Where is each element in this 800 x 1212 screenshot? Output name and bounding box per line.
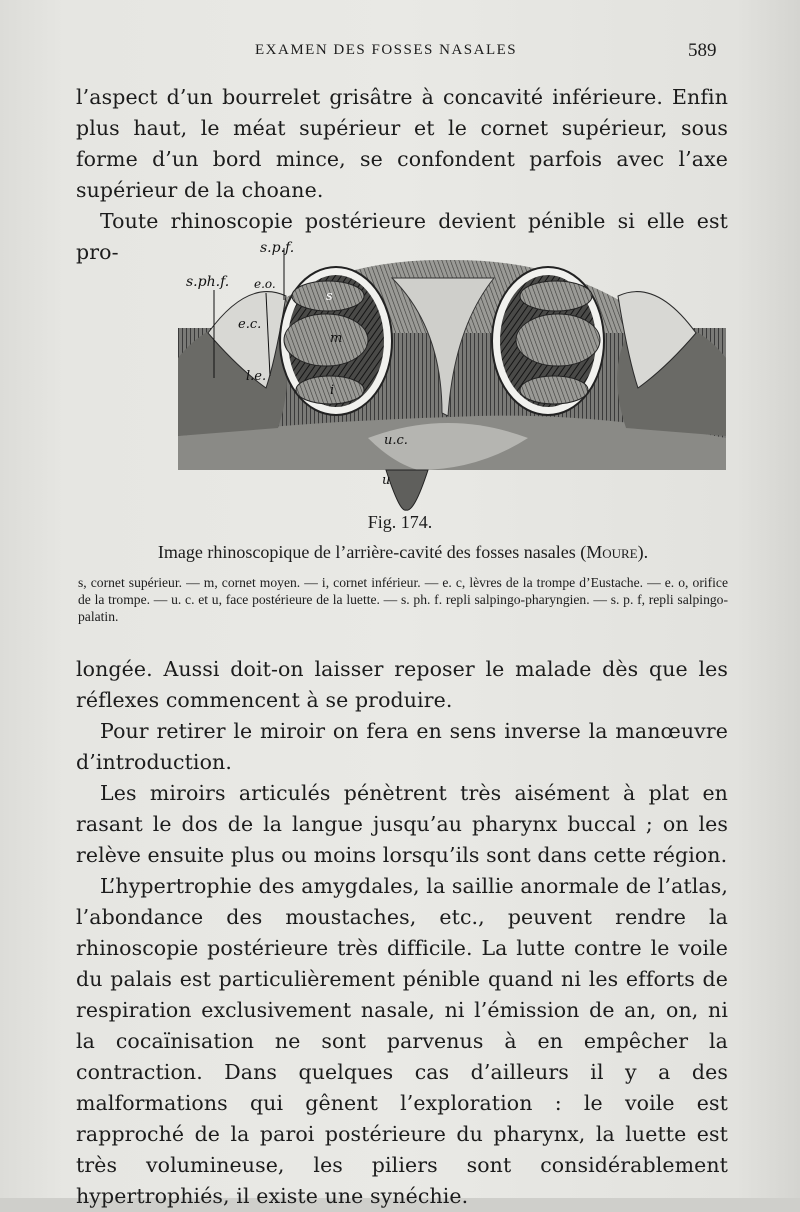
caption-text: Image rhinoscopique de l’arrière-cavité des fosses nasales (	[157, 542, 587, 562]
label-le: l.e.	[246, 369, 267, 384]
label-sphf: s.ph.f.	[186, 274, 230, 290]
caption-end: ).	[637, 542, 649, 562]
paragraph: Pour retirer le miroir on fera en sens inverse la manœuvre d’introduction.	[76, 719, 728, 774]
paragraph: L’hypertrophie des amygdales, la saillie anormale de l’atlas, l’abondance des moustaches, etc., peuvent rendre la rhinoscopie postérieure très difficile. La lutte contre le voile du palais est particulièrement pénible quand ni les efforts de respiration exclusivement nasale, ni l’émission de an, on, ni la cocaïnisation ne sont parvenus à en empêcher la contraction. Dans quelques cas d’ailleurs il y a des malformations qui gênent l’exploration : le voile est rapproché de la paroi postérieure du pharynx, la luette est très volumineuse, les piliers sont considérablement hypertrophiés, il existe une synéchie.	[76, 874, 728, 1208]
label-uc: u.c.	[384, 433, 408, 448]
page-number: 589	[688, 40, 717, 61]
rhinoscopy-illustration	[178, 238, 726, 513]
label-i: i	[330, 383, 335, 398]
figure-legend: s, cornet supérieur. — m, cornet moyen. — i, cornet inférieur. — e. c, lèvres de la trompe d’Eustache. — e. o, orifice de la trompe. — u. c. et u, face postérieure de la luette. — s. ph. f. repli salpingo-pharyngien. — s. p. f, repli salpingo-palatin.	[78, 575, 728, 624]
label-eo: e.o.	[254, 277, 276, 291]
paragraph: Toute rhinoscopie postérieure devient pénible si elle est pro-	[76, 209, 728, 264]
running-title: EXAMEN DES FOSSES NASALES	[255, 42, 518, 58]
uvula	[386, 470, 428, 510]
paragraph: longée. Aussi doit-on laisser reposer le malade dès que les réflexes commencent à se produire.	[76, 657, 728, 712]
paragraph: Les miroirs articulés pénètrent très aisément à plat en rasant le dos de la langue jusqu’au pharynx buccal ; on les relève ensuite plus ou moins lorsqu’ils sont dans cette région.	[76, 781, 728, 867]
right-middle-turbinate	[516, 314, 600, 366]
figure-caption	[78, 540, 728, 564]
caption-author: Moure	[586, 542, 638, 562]
page-header	[0, 36, 800, 66]
right-superior-turbinate	[520, 281, 592, 311]
label-ec: e.c.	[238, 317, 262, 332]
label-spf: s.p.f.	[260, 240, 295, 256]
left-middle-turbinate	[284, 314, 368, 366]
figure-number: Fig. 174.	[367, 512, 433, 532]
body-text-bottom	[76, 654, 728, 1212]
label-s: s	[326, 289, 333, 304]
right-inferior-turbinate	[520, 376, 588, 404]
label-m: m	[330, 331, 343, 346]
label-u: u	[382, 473, 391, 488]
rhinoscopy-figure	[178, 238, 726, 513]
paragraph: l’aspect d’un bourrelet grisâtre à concavité inférieure. Enfin plus haut, le méat supérieur et le cornet supérieur, sous forme d’un bord mince, se confondent parfois avec l’axe supérieur de la choane.	[76, 85, 728, 202]
